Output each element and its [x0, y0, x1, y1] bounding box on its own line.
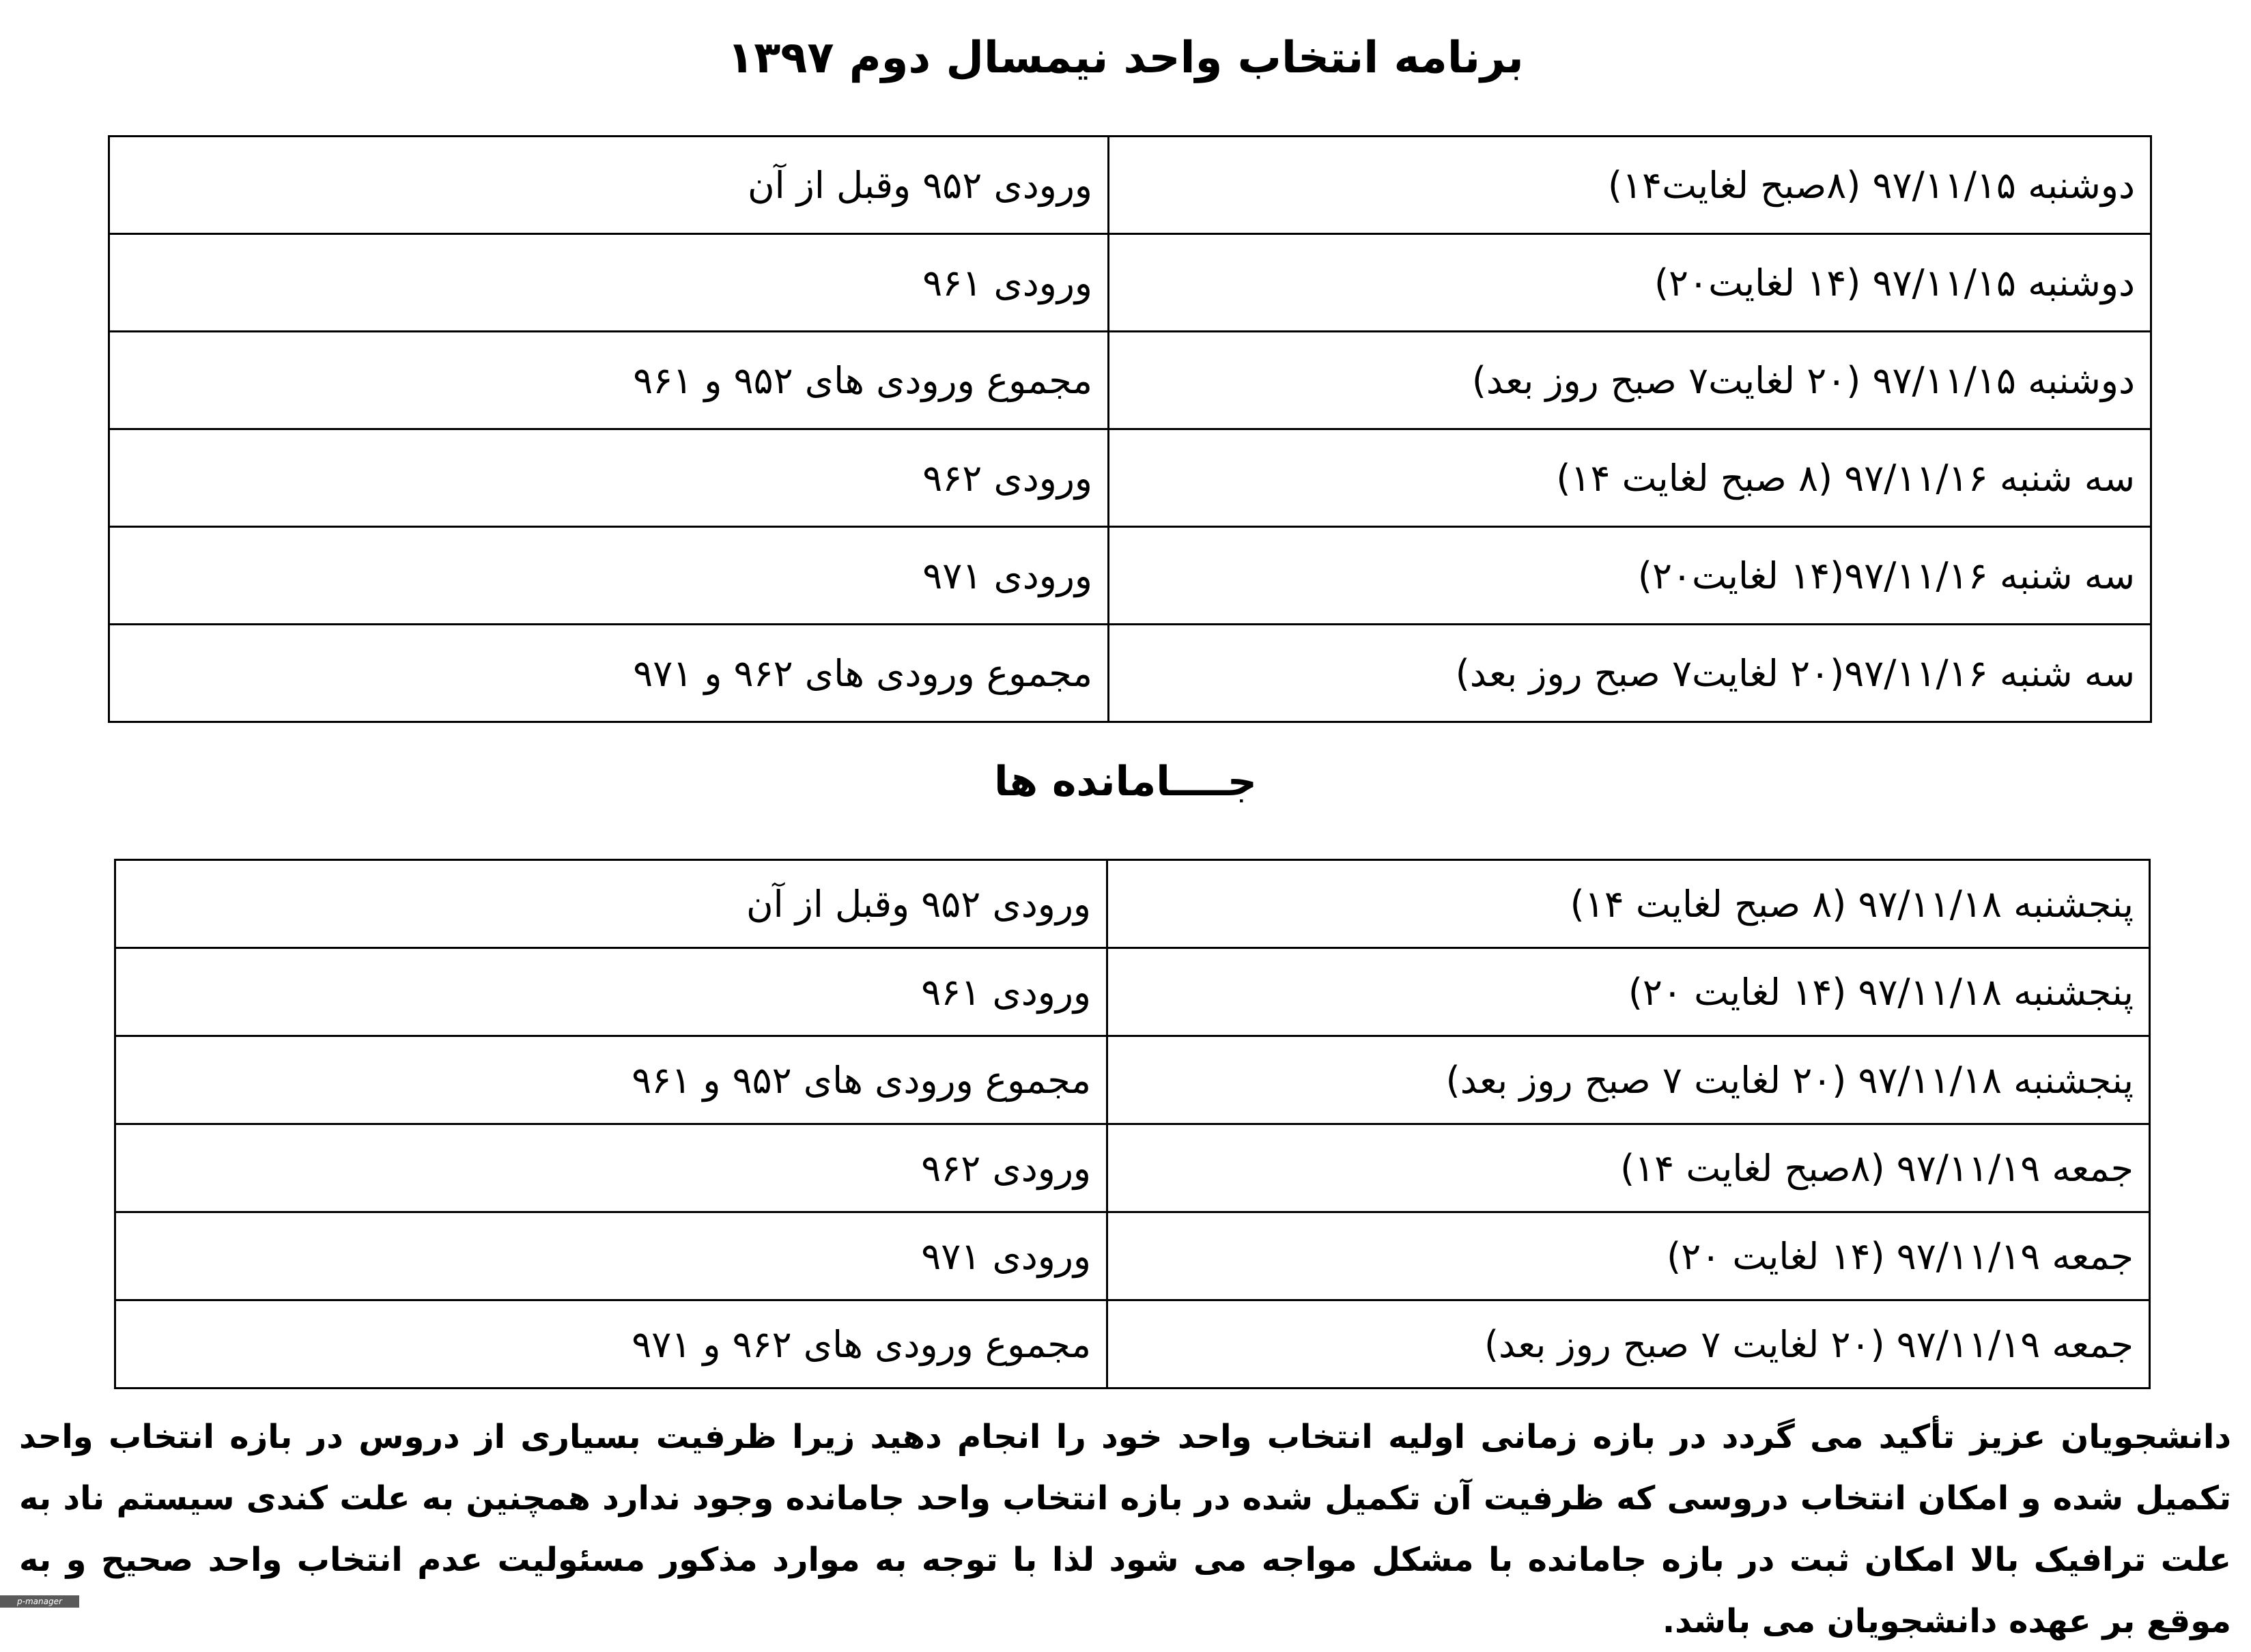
- table-row: [115, 1124, 2150, 1212]
- entry-group-cell: مجموع ورودی های ۹۵۲ و ۹۶۱: [109, 332, 1109, 429]
- table-row: [109, 625, 2151, 722]
- main-schedule-table: [108, 135, 2152, 723]
- late-registration-title: جــــامانده ها: [993, 758, 1258, 806]
- schedule-date-cell: سه شنبه ۹۷/۱۱/۱۶(۲۰ لغایت۷ صبح روز بعد): [1109, 625, 2151, 722]
- entry-group-cell: ورودی ۹۶۲: [115, 1124, 1107, 1212]
- entry-group-cell: مجموع ورودی های ۹۶۲ و ۹۷۱: [109, 625, 1109, 722]
- entry-group-cell: ورودی ۹۵۲ وقبل از آن: [115, 860, 1107, 948]
- entry-group-cell: مجموع ورودی های ۹۵۲ و ۹۶۱: [115, 1036, 1107, 1124]
- schedule-date-cell: سه شنبه ۹۷/۱۱/۱۶ (۸ صبح لغایت ۱۴): [1109, 429, 2151, 527]
- schedule-date-cell: جمعه ۹۷/۱۱/۱۹ (۱۴ لغایت ۲۰): [1107, 1212, 2150, 1300]
- page-title: برنامه انتخاب واحد نیمسال دوم ۱۳۹۷: [727, 33, 1524, 83]
- schedule-date-cell: دوشنبه ۹۷/۱۱/۱۵ (۸صبح لغایت۱۴): [1109, 137, 2151, 234]
- table-row: [115, 948, 2150, 1036]
- entry-group-cell: ورودی ۹۷۱: [109, 527, 1109, 625]
- table-row: [115, 1212, 2150, 1300]
- table-row: [115, 860, 2150, 948]
- table-row: [109, 429, 2151, 527]
- table-row: [109, 527, 2151, 625]
- watermark-logo: p-manager: [0, 1595, 79, 1608]
- schedule-date-cell: دوشنبه ۹۷/۱۱/۱۵ (۱۴ لغایت۲۰): [1109, 234, 2151, 332]
- entry-group-cell: ورودی ۹۶۱: [109, 234, 1109, 332]
- table-row: [115, 1036, 2150, 1124]
- schedule-date-cell: سه شنبه ۹۷/۱۱/۱۶(۱۴ لغایت۲۰): [1109, 527, 2151, 625]
- entry-group-cell: مجموع ورودی های ۹۶۲ و ۹۷۱: [115, 1300, 1107, 1388]
- schedule-date-cell: دوشنبه ۹۷/۱۱/۱۵ (۲۰ لغایت۷ صبح روز بعد): [1109, 332, 2151, 429]
- schedule-date-cell: پنجشنبه ۹۷/۱۱/۱۸ (۱۴ لغایت ۲۰): [1107, 948, 2150, 1036]
- table-row: [109, 332, 2151, 429]
- entry-group-cell: ورودی ۹۷۱: [115, 1212, 1107, 1300]
- table-row: [109, 137, 2151, 234]
- entry-group-cell: ورودی ۹۵۲ وقبل از آن: [109, 137, 1109, 234]
- table-row: [115, 1300, 2150, 1388]
- schedule-date-cell: پنجشنبه ۹۷/۱۱/۱۸ (۲۰ لغایت ۷ صبح روز بعد): [1107, 1036, 2150, 1124]
- late-schedule-table: [114, 859, 2151, 1389]
- schedule-date-cell: جمعه ۹۷/۱۱/۱۹ (۸صبح لغایت ۱۴): [1107, 1124, 2150, 1212]
- entry-group-cell: ورودی ۹۶۱: [115, 948, 1107, 1036]
- schedule-date-cell: جمعه ۹۷/۱۱/۱۹ (۲۰ لغایت ۷ صبح روز بعد): [1107, 1300, 2150, 1388]
- schedule-date-cell: پنجشنبه ۹۷/۱۱/۱۸ (۸ صبح لغایت ۱۴): [1107, 860, 2150, 948]
- notice-paragraph: دانشجویان عزیز تأکید می گردد در بازه زمانی اولیه انتخاب واحد خود را انجام دهید زیرا ظرفیت بسیاری از دروس در بازه انتخاب واحد تکمیل شده و امکان انتخاب دروسی که ظرفیت آن تکمیل شده در بازه انتخاب واحد جامانده وجود ندارد همچنین به علت کندی سیستم ناد به علت ترافیک بالا امکان ثبت در بازه جامانده با مشکل مواجه می شود لذا با توجه به موارد مذکور مسئولیت عدم انتخاب واحد صحیح و به موقع بر عهده دانشجویان می باشد.: [19, 1418, 2231, 1640]
- entry-group-cell: ورودی ۹۶۲: [109, 429, 1109, 527]
- table-row: [109, 234, 2151, 332]
